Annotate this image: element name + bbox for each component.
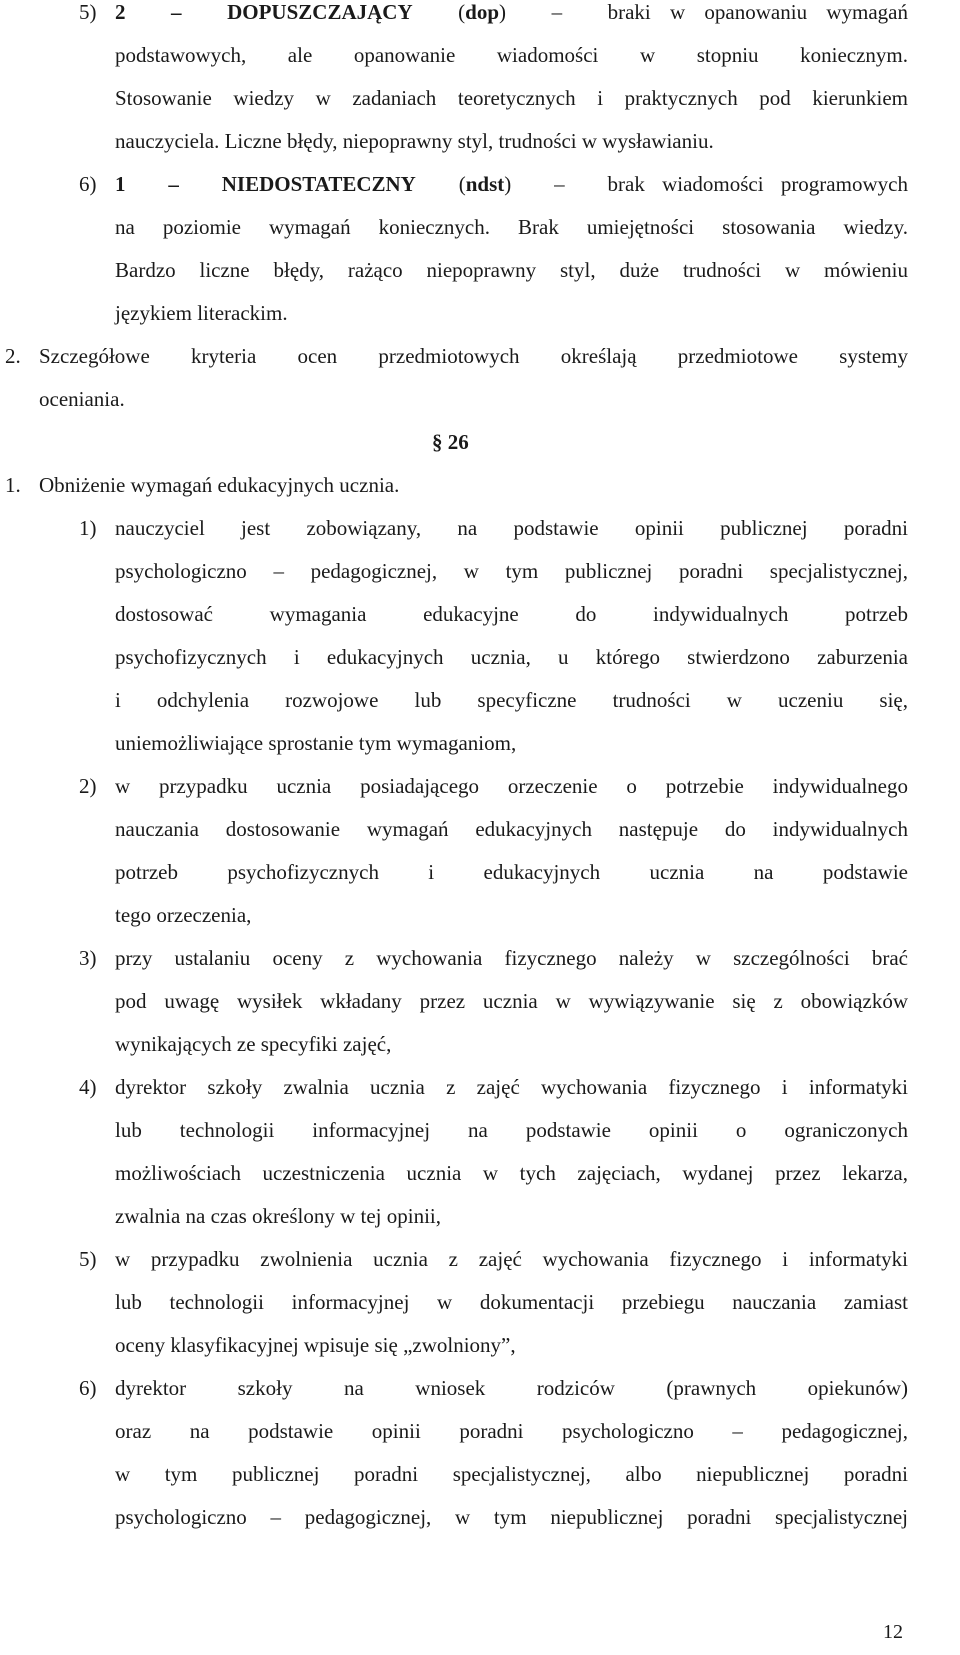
text-line: dostosować wymagania edukacyjne do indywidualnych potrzeb — [115, 602, 908, 626]
grade-line-first — [115, 0, 908, 24]
text-line: psychologiczno – pedagogicznej, w tym publicznej poradni specjalistycznej, — [115, 559, 908, 583]
text-line: nauczyciela. Liczne błędy, niepoprawny styl, trudności w wysławianiu. — [115, 129, 714, 153]
list-number: 6) — [79, 1376, 97, 1400]
text-line: nauczyciel jest zobowiązany, na podstawie opinii publicznej poradni — [115, 516, 908, 540]
text-line: dyrektor szkoły na wniosek rodziców (prawnych opiekunów) — [115, 1376, 908, 1400]
text-line: i odchylenia rozwojowe lub specyficzne trudności w uczeniu się, — [115, 688, 908, 712]
section-number: 2. — [5, 344, 21, 368]
list-number: 6) — [79, 172, 97, 196]
grade-abbreviation: (ndst) — [458, 172, 512, 196]
text-line: oraz na podstawie opinii poradni psychologiczno – pedagogicznej, — [115, 1419, 908, 1443]
grade-abbreviation: (dop) — [458, 0, 507, 24]
text-line: Bardzo liczne błędy, rażąco niepoprawny styl, duże trudności w mówieniu — [115, 258, 908, 282]
text-line: nauczania dostosowanie wymagań edukacyjnych następuje do indywidualnych — [115, 817, 908, 841]
text-line: językiem literackim. — [115, 301, 288, 325]
text-line: lub technologii informacyjnej na podstawie opinii o ograniczonych — [115, 1118, 908, 1142]
text-line: w przypadku zwolnienia ucznia z zajęć wychowania fizycznego i informatyki — [115, 1247, 908, 1271]
list-number: 3) — [79, 946, 97, 970]
grade-name: DOPUSZCZAJĄCY — [227, 0, 413, 24]
grade-description-start: braki w opanowaniu wymagań — [607, 0, 908, 24]
dash: – — [554, 172, 565, 196]
grade-line-first — [115, 172, 908, 196]
grade-number: 1 — [115, 172, 126, 196]
text-line: zwalnia na czas określony w tej opinii, — [115, 1204, 441, 1228]
text-line: psychofizycznych i edukacyjnych ucznia, u którego stwierdzono zaburzenia — [115, 645, 908, 669]
list-number: 5) — [79, 1247, 97, 1271]
paragraph-heading: § 26 — [432, 430, 469, 454]
grade-number: 2 — [115, 0, 126, 24]
dash: – — [168, 172, 179, 196]
text-line: w przypadku ucznia posiadającego orzeczenie o potrzebie indywidualnego — [115, 774, 908, 798]
section-number: 1. — [5, 473, 21, 497]
section-title: Obniżenie wymagań edukacyjnych ucznia. — [39, 473, 400, 497]
text-line: podstawowych, ale opanowanie wiadomości w stopniu koniecznym. — [115, 43, 908, 67]
text-line: oceniania. — [39, 387, 125, 411]
dash: – — [551, 0, 563, 24]
text-line: uniemożliwiające sprostanie tym wymaganiom, — [115, 731, 517, 755]
grade-name: NIEDOSTATECZNY — [221, 172, 416, 196]
text-line: tego orzeczenia, — [115, 903, 252, 927]
list-number: 1) — [79, 516, 97, 540]
text-line: lub technologii informacyjnej w dokumentacji przebiegu nauczania zamiast — [115, 1290, 908, 1314]
list-number: 2) — [79, 774, 97, 798]
list-number: 5) — [79, 0, 97, 24]
dash: – — [171, 0, 182, 24]
text-line: potrzeb psychofizycznych i edukacyjnych ucznia na podstawie — [115, 860, 908, 884]
grade-description-start: brak wiadomości programowych — [607, 172, 908, 196]
text-line: psychologiczno – pedagogicznej, w tym niepublicznej poradni specjalistycznej — [115, 1505, 908, 1529]
text-line: możliwościach uczestniczenia ucznia w tych zajęciach, wydanej przez lekarza, — [115, 1161, 908, 1185]
text-line: na poziomie wymagań koniecznych. Brak umiejętności stosowania wiedzy. — [115, 215, 908, 239]
text-line: oceny klasyfikacyjnej wpisuje się „zwolniony”, — [115, 1333, 516, 1357]
text-line: Szczegółowe kryteria ocen przedmiotowych określają przedmiotowe systemy — [39, 344, 908, 368]
list-number: 4) — [79, 1075, 97, 1099]
text-line: wynikających ze specyfiki zajęć, — [115, 1032, 392, 1056]
text-line: pod uwagę wysiłek wkładany przez ucznia w wywiązywanie się z obowiązków — [115, 989, 908, 1013]
text-line: Stosowanie wiedzy w zadaniach teoretycznych i praktycznych pod kierunkiem — [115, 86, 908, 110]
page-number: 12 — [883, 1621, 903, 1643]
text-line: przy ustalaniu oceny z wychowania fizycznego należy w szczególności brać — [115, 946, 908, 970]
text-line: dyrektor szkoły zwalnia ucznia z zajęć wychowania fizycznego i informatyki — [115, 1075, 908, 1099]
text-line: w tym publicznej poradni specjalistycznej, albo niepublicznej poradni — [115, 1462, 908, 1486]
